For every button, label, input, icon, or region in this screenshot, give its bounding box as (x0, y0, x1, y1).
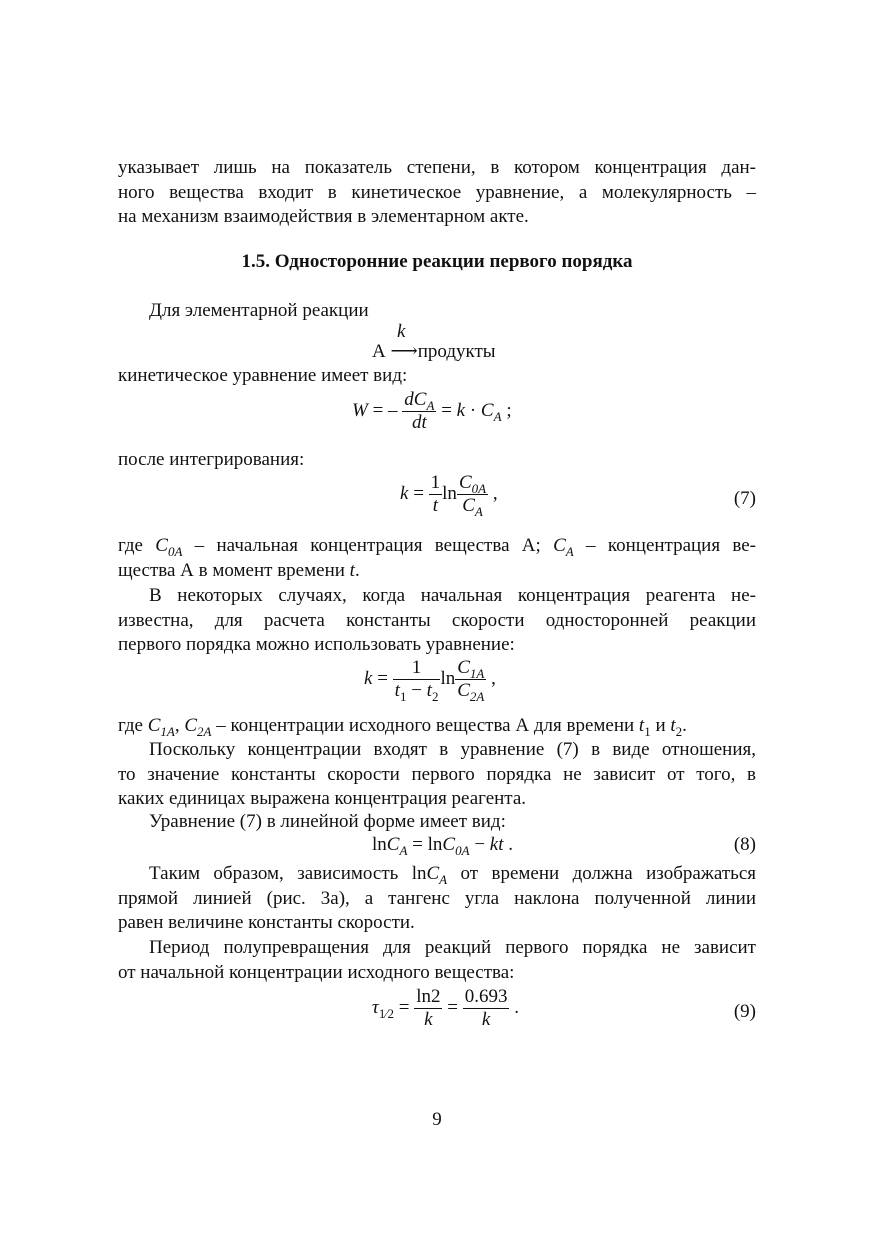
equation-7: k = $\frac{1}{t}$ ln $\frac{C_{0A}}{C_A}$ , (400, 472, 498, 519)
text-line: кинетическое уравнение имеет вид: (118, 365, 408, 386)
text-line: Уравнение (7) в линейной форме имеет вид: (149, 811, 506, 832)
text-line: щества А в момент времени t. (118, 559, 360, 581)
text-line: после интегрирования: (118, 449, 305, 470)
equation-9: $\tau_{1⁄2}$ = $\frac{\ln 2}{k}$ = $\frac{0.693}{k}$ . (372, 986, 519, 1030)
text-line: где $C_{1A}$, $C_{2A}$ – концентрации исходного вещества А для времени $t_1$ и $t_2$. (118, 715, 687, 739)
arrow-icon: ⟶ (390, 341, 418, 362)
text-line: первого порядка можно использовать уравнение: (118, 634, 515, 655)
page-number: 9 (432, 1109, 442, 1130)
text-line: Таким образом, зависимость lnC$_A$ от времени должна изображаться (149, 863, 757, 887)
reaction-scheme: А ⟶продукты (372, 341, 496, 362)
equation-rate: W = – $\frac{dC_A}{dt}$ = $k \cdot C_A$ ; (352, 389, 512, 433)
paragraph-intro (118, 156, 756, 230)
text-line: В некоторых случаях, когда начальная концентрация реагента не- (149, 585, 756, 606)
text-line: указывает лишь на показатель степени, в котором концентрация дан- (118, 157, 756, 178)
text-line: известна, для расчета константы скорости односторонней реакции (118, 609, 756, 631)
paragraph-since (118, 738, 756, 812)
text-line: Поскольку концентрации входят в уравнение (7) в виде отношения, (149, 739, 756, 760)
section-title: 1.5. Односторонние реакции первого порядка (241, 251, 633, 272)
paragraph-half-life (118, 936, 756, 985)
text-line: Период полупревращения для реакций первого порядка не зависит (149, 937, 756, 958)
text-line: ного вещества входит в кинетическое уравнение, а молекулярность – (118, 181, 756, 203)
text-line: на механизм взаимодействия в элементарном акте. (118, 206, 529, 227)
equation-number: (7) (733, 488, 756, 509)
equation-8: lnC$_A$ = lnC$_{0A}$ − kt . (372, 834, 513, 858)
paragraph-some-cases (118, 584, 756, 658)
text-line: где $C_{0A}$ – начальная концентрация вещества А; $C_A$ – концентрация ве- (118, 535, 756, 559)
equation-two-times: k = $\frac{1}{t_1 - t_2}$ ln $\frac{C_{1A}}{C_{2A}}$ , (364, 657, 496, 704)
text-line: прямой линией (рис. 3а), а тангенс угла наклона полученной линии (118, 887, 756, 909)
equation-number: (9) (733, 1001, 756, 1022)
rate-constant-label: k (397, 321, 406, 342)
text-line: Для элементарной реакции (149, 300, 369, 321)
text-line: каких единицах выражена концентрация реагента. (118, 788, 527, 809)
text-line: то значение константы скорости первого порядка не зависит от того, в (118, 763, 756, 785)
equation-number: (8) (733, 834, 756, 855)
text-line: равен величине константы скорости. (118, 912, 415, 933)
text-line: от начальной концентрации исходного вещества: (118, 961, 515, 983)
paragraph-where (118, 534, 756, 583)
paragraph-thus (118, 862, 756, 936)
